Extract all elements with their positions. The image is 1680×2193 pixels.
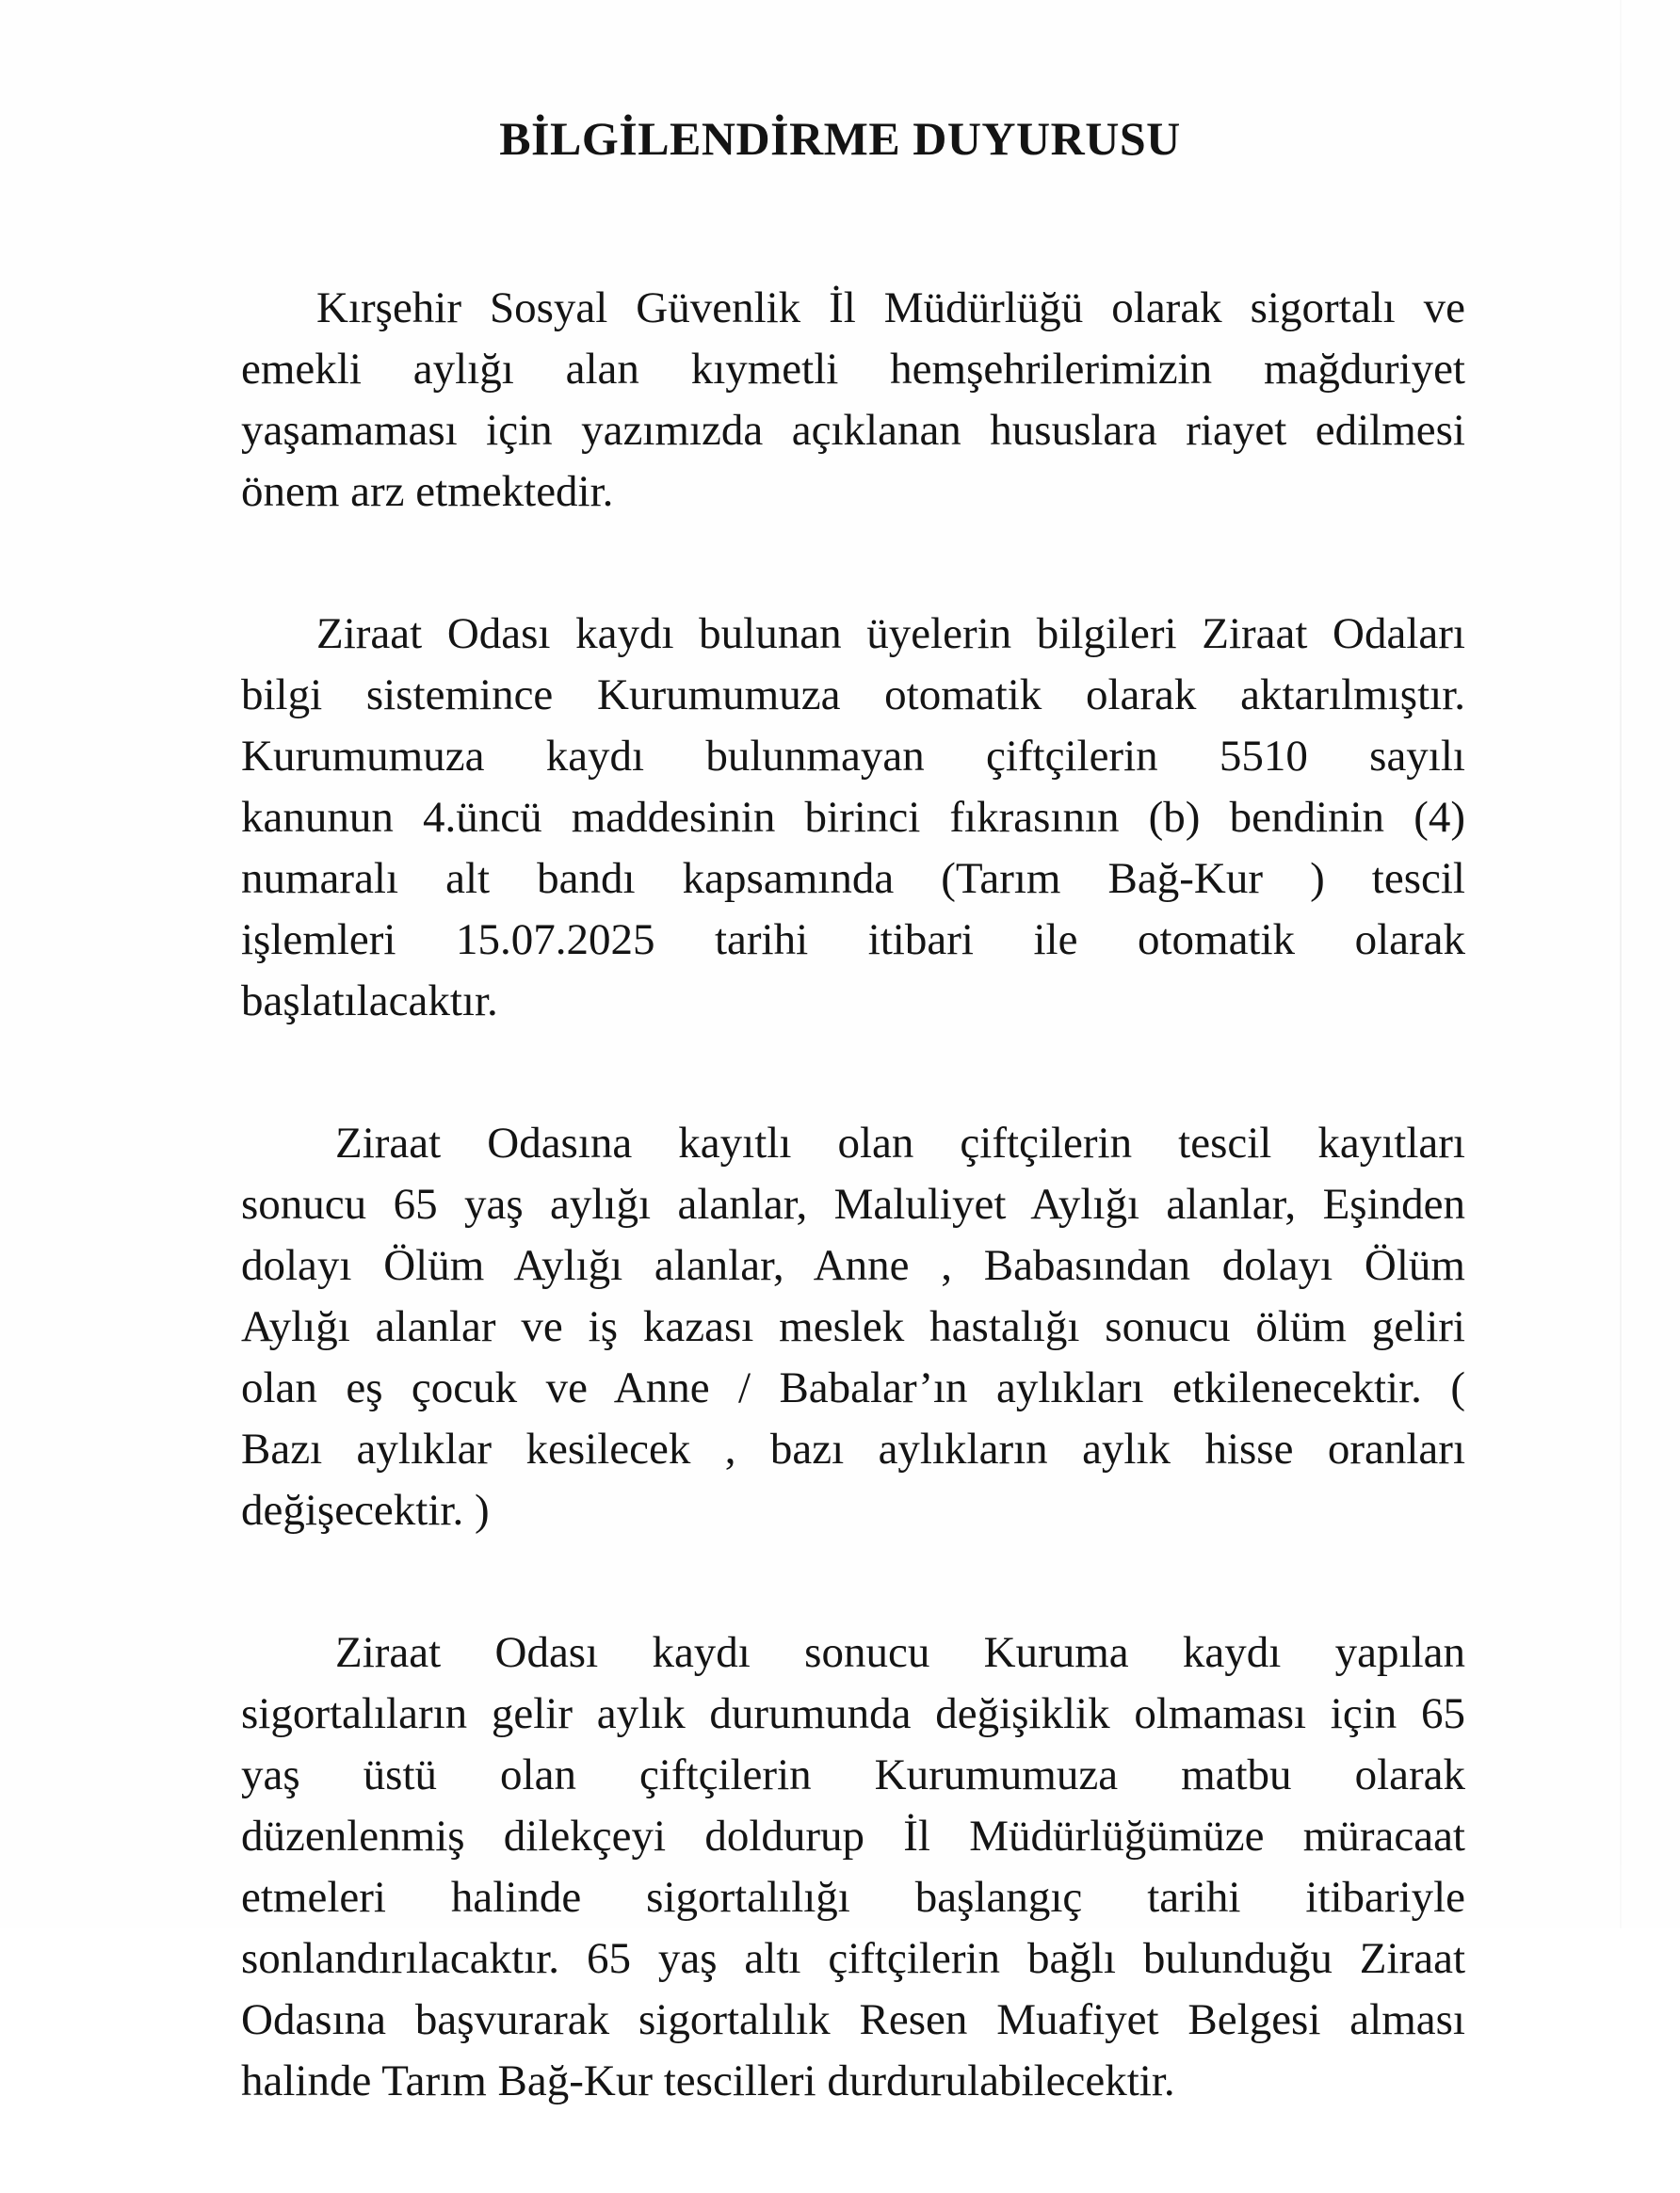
paragraph-line: Kırşehir Sosyal Güvenlik İl Müdürlüğü olarak sigortalı ve	[316, 283, 1465, 332]
paragraph-line: Aylığı alanlar ve iş kazası meslek hastalığı sonucu ölüm geliri	[241, 1302, 1465, 1351]
paragraph-3	[241, 1113, 1465, 1603]
paragraph-line: etmeleri halinde sigortalılığı başlangıç tarihi itibariyle	[241, 1873, 1465, 1922]
paragraph-line: numaralı alt bandı kapsamında (Tarım Bağ-Kur ) tescil	[241, 854, 1465, 903]
paragraph-line: yaş üstü olan çiftçilerin Kurumumuza matbu olarak	[241, 1750, 1465, 1799]
paragraph-line: işlemleri 15.07.2025 tarihi itibari ile otomatik olarak	[241, 915, 1465, 964]
paragraph-line: bilgi sistemince Kurumumuza otomatik olarak aktarılmıştır.	[241, 670, 1465, 719]
paragraph-line: sigortalıların gelir aylık durumunda değişiklik olmaması için 65	[241, 1689, 1465, 1738]
paragraph-line: Bazı aylıklar kesilecek , bazı aylıkların aylık hisse oranları	[241, 1425, 1465, 1474]
scan-edge-mark	[1620, 0, 1622, 1928]
paragraph-line: Kurumumuza kaydı bulunmayan çiftçilerin 5510 sayılı	[241, 732, 1465, 781]
paragraph-line: halinde Tarım Bağ-Kur tescilleri durdurulabilecektir.	[241, 2056, 1175, 2105]
paragraph-1	[241, 278, 1465, 584]
paragraph-line: kanunun 4.üncü maddesinin birinci fıkrasının (b) bendinin (4)	[241, 793, 1465, 842]
paragraph-line: sonlandırılacaktır. 65 yaş altı çiftçilerin bağlı bulunduğu Ziraat	[241, 1934, 1465, 1983]
paragraph-line: yaşamaması için yazımızda açıklanan hususlara riayet edilmesi	[241, 406, 1465, 455]
paragraph-line: Ziraat Odasına kayıtlı olan çiftçilerin tescil kayıtları	[335, 1119, 1465, 1168]
paragraph-line: olan eş çocuk ve Anne / Babalar’ın aylıkları etkilenecektir. (	[241, 1363, 1465, 1412]
paragraph-4	[241, 1622, 1465, 2173]
paragraph-line: düzenlenmiş dilekçeyi doldurup İl Müdürlüğümüze müracaat	[241, 1812, 1465, 1861]
paragraph-2	[241, 604, 1465, 1093]
paragraph-line: önem arz etmektedir.	[241, 467, 614, 516]
paragraph-line: Ziraat Odası kaydı sonucu Kuruma kaydı yapılan	[335, 1628, 1465, 1677]
document-title: BİLGİLENDİRME DUYURUSU	[499, 112, 1181, 165]
paragraph-line: dolayı Ölüm Aylığı alanlar, Anne , Babasından dolayı Ölüm	[241, 1241, 1465, 1290]
paragraph-line: başlatılacaktır.	[241, 976, 498, 1025]
paragraph-line: sonucu 65 yaş aylığı alanlar, Maluliyet Aylığı alanlar, Eşinden	[241, 1180, 1465, 1229]
paragraph-line: Ziraat Odası kaydı bulunan üyelerin bilgileri Ziraat Odaları	[316, 609, 1465, 658]
paragraph-line: Odasına başvurarak sigortalılık Resen Muafiyet Belgesi alması	[241, 1995, 1465, 2044]
document-body	[241, 278, 1465, 2193]
paragraph-line: değişecektir. )	[241, 1486, 490, 1535]
paragraph-line: emekli aylığı alan kıymetli hemşehrilerimizin mağduriyet	[241, 345, 1465, 394]
